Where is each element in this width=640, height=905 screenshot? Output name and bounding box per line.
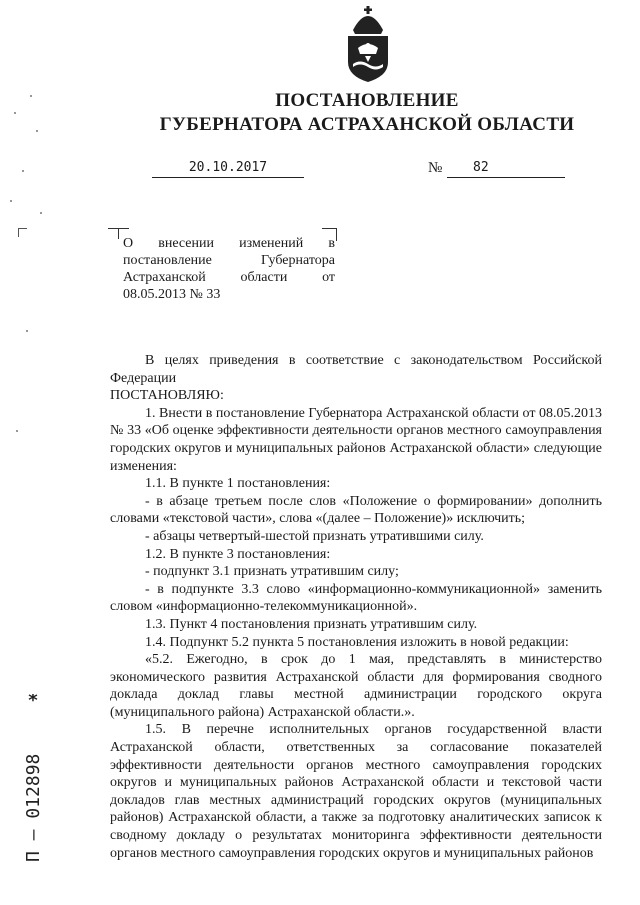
list-item: - в абзаце третьем после слов «Положение о формировании» дополнить словами «текстовой части», слова «(далее – Положение)» исключить;	[110, 493, 602, 527]
number-label: №	[428, 160, 443, 176]
clause-1-4: 1.4. Подпункт 5.2 пункта 5 постановления изложить в новой редакции:	[145, 634, 569, 650]
serial-number	[22, 694, 44, 864]
document-title: ПОСТАНОВЛЕНИЕ	[275, 90, 459, 111]
list-item: - абзацы четвертый-шестой признать утратившими силу.	[145, 528, 484, 544]
serial-star: *	[28, 694, 38, 711]
document-number: 82	[447, 160, 565, 178]
quoted-clause-5-2: «5.2. Ежегодно, в срок до 1 мая, представлять в министерство экономического развития Астраханской области для формирования сводного доклада доклад главы местной администрации городского округа (муниципального района) Астраханской области.».	[110, 652, 602, 720]
document-body	[110, 352, 602, 862]
clause-1-1: 1.1. В пункте 1 постановления:	[145, 476, 331, 492]
clause-1: 1. Внести в постановление Губернатора Астраханской области от 08.05.2013 № 33 «Об оценке эффективности деятельности органов местного самоуправления городских округов и муниципальных районов Астраханской области» следующие изменения:	[110, 405, 602, 474]
resolution-word: ПОСТАНОВЛЯЮ:	[110, 388, 224, 404]
clause-1-2: 1.2. В пункте 3 постановления:	[145, 546, 331, 562]
list-item: - в подпункте 3.3 слово «информационно-коммуникационной» заменить словом «информационно-телекоммуникационной».	[110, 581, 602, 615]
list-item: - подпункт 3.1 признать утратившим силу;	[145, 564, 399, 580]
document-subject: О внесении изменений в постановление Губернатора Астраханской области от 08.05.2013 № 33	[123, 236, 335, 302]
document-date: 20.10.2017	[152, 160, 304, 178]
coat-of-arms-icon	[343, 4, 393, 84]
serial-text: П – 012898	[23, 753, 44, 862]
document-authority: ГУБЕРНАТОРА АСТРАХАНСКОЙ ОБЛАСТИ	[159, 114, 575, 135]
preamble: В целях приведения в соответствие с законодательством Российской Федерации	[110, 353, 602, 386]
margin-mark	[18, 228, 27, 237]
clause-1-5: 1.5. В перечне исполнительных органов государственной власти Астраханской области, ответственных за согласование показателей эффективности деятельности органов местного самоуправления городских округов и муниципальных районов Астраханской области и текстовой части докладов глав местных администраций городских округов (муниципальных районов) Астраханской области, а также за подготовку аналитических записок к сводному докладу о результатах мониторинга эффективности деятельности органов местного самоуправления городских округов и муниципальных районов	[110, 722, 602, 861]
clause-1-3: 1.3. Пункт 4 постановления признать утратившим силу.	[145, 616, 478, 632]
